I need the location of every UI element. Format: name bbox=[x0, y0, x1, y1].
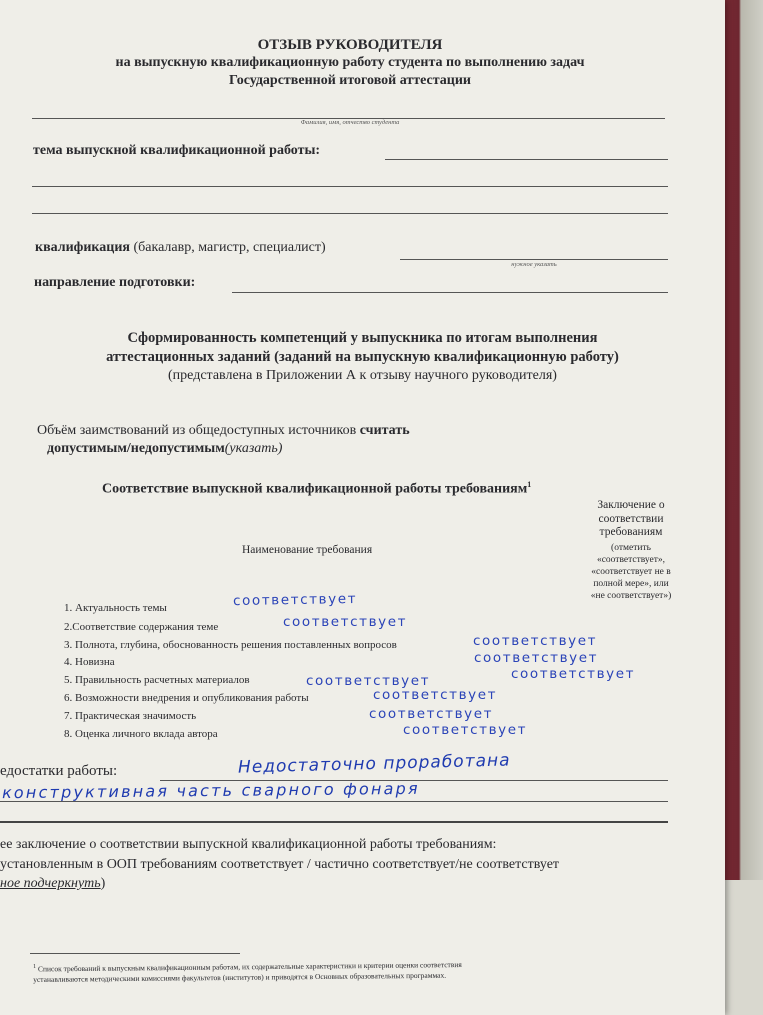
conclusion-line-3 bbox=[0, 876, 105, 892]
form-title: ОТЗЫВ РУКОВОДИТЕЛЯ bbox=[257, 37, 443, 53]
shortcomings-handwritten-1: Недостаточно проработана bbox=[237, 750, 511, 778]
requirement-8: 8. Оценка личного вклада автора bbox=[64, 728, 218, 740]
borrowing-line-1 bbox=[37, 423, 410, 439]
form-subtitle-1: на выпускную квалификационную работу студента по выполнению задач bbox=[115, 55, 585, 70]
qualification-caption: нужное указать bbox=[511, 261, 557, 268]
borrowing-specify: (указать) bbox=[224, 441, 283, 456]
handwritten-mark-extra: соответствует bbox=[511, 666, 636, 682]
form-subtitle-2: Государственной итоговой аттестации bbox=[229, 73, 471, 88]
qualification-options: (бакалавр, магистр, специалист) bbox=[133, 240, 326, 255]
requirements-footnote-mark: 1 bbox=[527, 480, 532, 489]
conclusion-column-header bbox=[577, 499, 685, 540]
competence-line-2: аттестационных заданий (заданий на выпускную квалификационную работу) bbox=[106, 349, 619, 365]
student-name-caption: Фамилия, имя, отчество студента bbox=[300, 119, 400, 126]
conclusion-line-2: установленным в ООП требованиям соответствует / частично соответствует/не соответствует bbox=[0, 857, 560, 872]
requirement-4: 4. Новизна bbox=[64, 656, 115, 668]
col-note-5: «не соответствует») bbox=[590, 591, 672, 601]
col-conclusion-3: требованиям bbox=[599, 526, 663, 538]
shortcomings-line-2 bbox=[0, 801, 668, 802]
requirement-2: 2.Соответствие содержания теме bbox=[64, 621, 219, 633]
binder-edge bbox=[723, 0, 763, 1015]
requirement-5: 5. Правильность расчетных материалов bbox=[64, 674, 250, 686]
col-conclusion-2: соответствии bbox=[598, 512, 664, 525]
col-note-2: «соответствует», bbox=[596, 555, 666, 565]
borrowing-consider: считать bbox=[359, 423, 410, 438]
footnote-text-1: Список требований к выпускным квалификационным работам, их содержательные характеристики и критерии оценки соответствия bbox=[37, 960, 462, 974]
requirements-title bbox=[102, 480, 531, 498]
requirement-3: 3. Полнота, глубина, обоснованность решения поставленных вопросов bbox=[64, 639, 397, 651]
conclusion-column-note bbox=[572, 542, 690, 602]
handwritten-mark-8: соответствует bbox=[403, 722, 528, 738]
handwritten-mark-5: соответствует bbox=[306, 673, 431, 689]
direction-line bbox=[232, 292, 668, 293]
qualification-row bbox=[35, 240, 326, 256]
competence-line-3: (представлена в Приложении А к отзыву научного руководителя) bbox=[168, 368, 557, 383]
shortcomings-handwritten-2: конструктивная часть сварного фонаря bbox=[1, 778, 420, 803]
handwritten-mark-6: соответствует bbox=[373, 687, 498, 703]
borrowing-line-2 bbox=[47, 441, 282, 457]
handwritten-mark-4: соответствует bbox=[474, 650, 599, 666]
requirement-name-header: Наименование требования bbox=[242, 544, 373, 556]
col-conclusion-1: Заключение о bbox=[597, 499, 665, 511]
conclusion-line-1: ее заключение о соответствии выпускной квалификационной работы требованиям: bbox=[0, 837, 497, 852]
col-note-4: полной мере», или bbox=[593, 579, 669, 589]
requirement-7: 7. Практическая значимость bbox=[64, 710, 197, 722]
borrowing-options: допустимым/недопустимым bbox=[47, 441, 225, 456]
topic-label: тема выпускной квалификационной работы: bbox=[33, 143, 321, 158]
requirement-6: 6. Возможности внедрения и опубликования работы bbox=[64, 692, 309, 704]
qualification-line bbox=[400, 259, 668, 260]
topic-line-3 bbox=[32, 213, 668, 214]
handwritten-mark-1: соответствует bbox=[232, 590, 358, 610]
col-note-1: (отметить bbox=[611, 543, 651, 553]
shortcomings-label: едостатки работы: bbox=[0, 763, 118, 779]
footnote-line-2: устанавливаются методическими комиссиями факультетов (институтов) и приводятся в Основных образовательных программах. bbox=[33, 970, 447, 984]
footnote bbox=[33, 958, 462, 985]
conclusion-close-paren: ) bbox=[100, 876, 106, 891]
shortcomings-line-3 bbox=[0, 821, 668, 823]
conclusion-underline-note: ное подчеркнуть bbox=[0, 876, 101, 891]
footnote-separator bbox=[30, 953, 240, 954]
competence-line-1: Сформированность компетенций у выпускника по итогам выполнения bbox=[127, 330, 598, 346]
footnote-mark: 1 bbox=[33, 963, 37, 970]
requirements-title-text: Соответствие выпускной квалификационной работы требованиям bbox=[102, 481, 528, 497]
handwritten-mark-2: соответствует bbox=[283, 614, 408, 630]
topic-line-2 bbox=[32, 186, 668, 187]
topic-line-1 bbox=[385, 159, 668, 160]
qualification-label: квалификация bbox=[35, 240, 130, 255]
col-note-3: «соответствует не в bbox=[591, 567, 671, 577]
requirement-1: 1. Актуальность темы bbox=[64, 602, 167, 614]
handwritten-mark-3: соответствует bbox=[473, 633, 598, 649]
direction-label: направление подготовки: bbox=[34, 275, 196, 290]
handwritten-mark-7: соответствует bbox=[369, 706, 494, 722]
borrowing-text: Объём заимствований из общедоступных источников bbox=[37, 423, 357, 438]
